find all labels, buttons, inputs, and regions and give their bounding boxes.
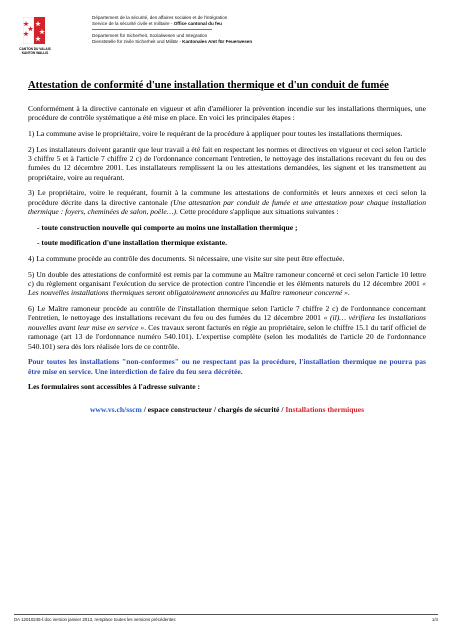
step-6-end: . Ces travaux seront facturés en régie au propriétaire, selon le chiffre 15.1 du tarif officiel de ramonage (art 13 de l'ordonnance numéro 540.101). L'expertise complète (selon les modalités de l'article 20 de l'ordonnance 540.101) sera dès lors réalisée lors de ce contrôle. (28, 322, 426, 351)
forms-label: Les formulaires sont accessibles à l'adresse suivante : (28, 382, 201, 392)
step-1: 1) La commune avise le propriétaire, voire le requérant de la procédure à appliquer pour toutes les installations thermiques. (28, 129, 403, 138)
step-6-text: 6) Le Maître ramoneur procède au contrôle de l'installation thermique selon l'article 7 chiffre 2 c) de l'ordonnance concernant l'entretien, le nettoyage des installations recevant du feu ou des fumées du 12 décembre 2001 (28, 304, 426, 323)
service-de (92, 39, 438, 45)
document-reference: DA 12010245-f.doc version janvier 2013, remplace toutes les versions précédentes (14, 617, 176, 622)
canton-logo (14, 17, 56, 61)
bullet-modification: - toute modification d'une installation thermique existante. (37, 238, 228, 248)
forms-link-line (28, 405, 426, 414)
step-5 (28, 270, 426, 298)
document-title: Attestation de conformité d'une installation thermique et d'un conduit de fumée (28, 80, 389, 91)
step-3-italic: (Une attestation par conduit de fumée et une attestation pour chaque installation thermique : foyers, cheminées de salon, poêle…) (28, 197, 426, 217)
department-de: Departement für Sicherheit, Sozialwesen und Integration (92, 33, 208, 38)
page-footer (14, 617, 438, 622)
step-6 (28, 304, 426, 351)
service-de-name: Dienststelle für zivile Sicherheit und Militär - (92, 39, 183, 44)
header-divider (92, 29, 212, 30)
link-path: / espace constructeur / chargés de sécurité / (141, 404, 286, 414)
step-3 (28, 188, 426, 216)
office-fr: Office cantonal du feu (173, 21, 222, 26)
logo-caption-de: KANTON WALLIS (21, 51, 49, 55)
bullet-new-construction: - toute construction nouvelle qui comporte au moins une installation thermique ; (37, 222, 298, 232)
warning-paragraph: Pour toutes les installations "non-conformes" ou ne respectant pas la procédure, l'installation thermique ne pourra pas être mise en service. Une interdiction de faire du feu sera décrétée. (28, 357, 426, 376)
step-5-text: 5) Un double des attestations de conformité est remis par la commune au Maître ramoneur concerné et ceci selon l'article 10 lettre c) du règlement organisant l'exécution du service de protection contre l'incendie et les éléments naturels du 12 décembre 2001 (28, 269, 426, 288)
sscm-link[interactable]: www.vs.ch/sscm (89, 404, 142, 414)
valais-flag-icon (23, 17, 45, 44)
department-info (92, 15, 438, 45)
step-5-italic: « Les nouvelles installations thermiques seront obligatoirement annoncées au Maître ramoneur concerné ». (28, 279, 426, 298)
step-3-end: . Cette procédure s'applique aux situations suivantes : (176, 207, 339, 217)
service-fr (92, 21, 438, 27)
department-fr: Département de la sécurité, des affaires sociales et de l'intégration (92, 15, 228, 20)
document-body (28, 104, 426, 420)
step-2: 2) Les installateurs doivent garantir que leur travail a été fait en respectant les normes et directives en vigueur et ceci selon l'article 3 chiffre 5 et à l'article 7 chiffre 2 c) de l'ordonnance concernant l'entretien, le nettoyage des installations recevant du feu ou des fumées du 12 décembre 2001. Les installateurs remplissent la ou les attestations demandées, les signent et les transmettent au propriétaire, voire au requérant. (28, 144, 426, 182)
letterhead (14, 15, 438, 63)
service-fr-name: Service de la sécurité civile et militaire - (92, 21, 174, 26)
intro-paragraph: Conformément à la directive cantonale en vigueur et afin d'améliorer la prévention incendie sur les installations thermiques, une procédure de contrôle systématique a été mise en place. En voici les principales étapes : (28, 104, 426, 123)
thermal-installations-link[interactable]: Installations thermiques (285, 404, 365, 414)
page-number: 1/4 (431, 617, 438, 622)
logo-caption-fr: CANTON DU VALAIS (19, 47, 51, 51)
office-de: Kantonales Amt für Feuerwesen (182, 39, 253, 44)
step-3-text: 3) Le propriétaire, voire le requérant, fournit à la commune les attestations de conformités et leurs annexes et ceci selon la procédure décrite dans la directive cantonale (28, 188, 426, 207)
footer-divider (14, 614, 438, 615)
step-6-italic: « (il)… vérifiera les installations nouvelles avant leur mise en service » (28, 313, 426, 332)
step-4: 4) La commune procède au contrôle des documents. Si nécessaire, une visite sur site peut être effectuée. (28, 254, 345, 263)
